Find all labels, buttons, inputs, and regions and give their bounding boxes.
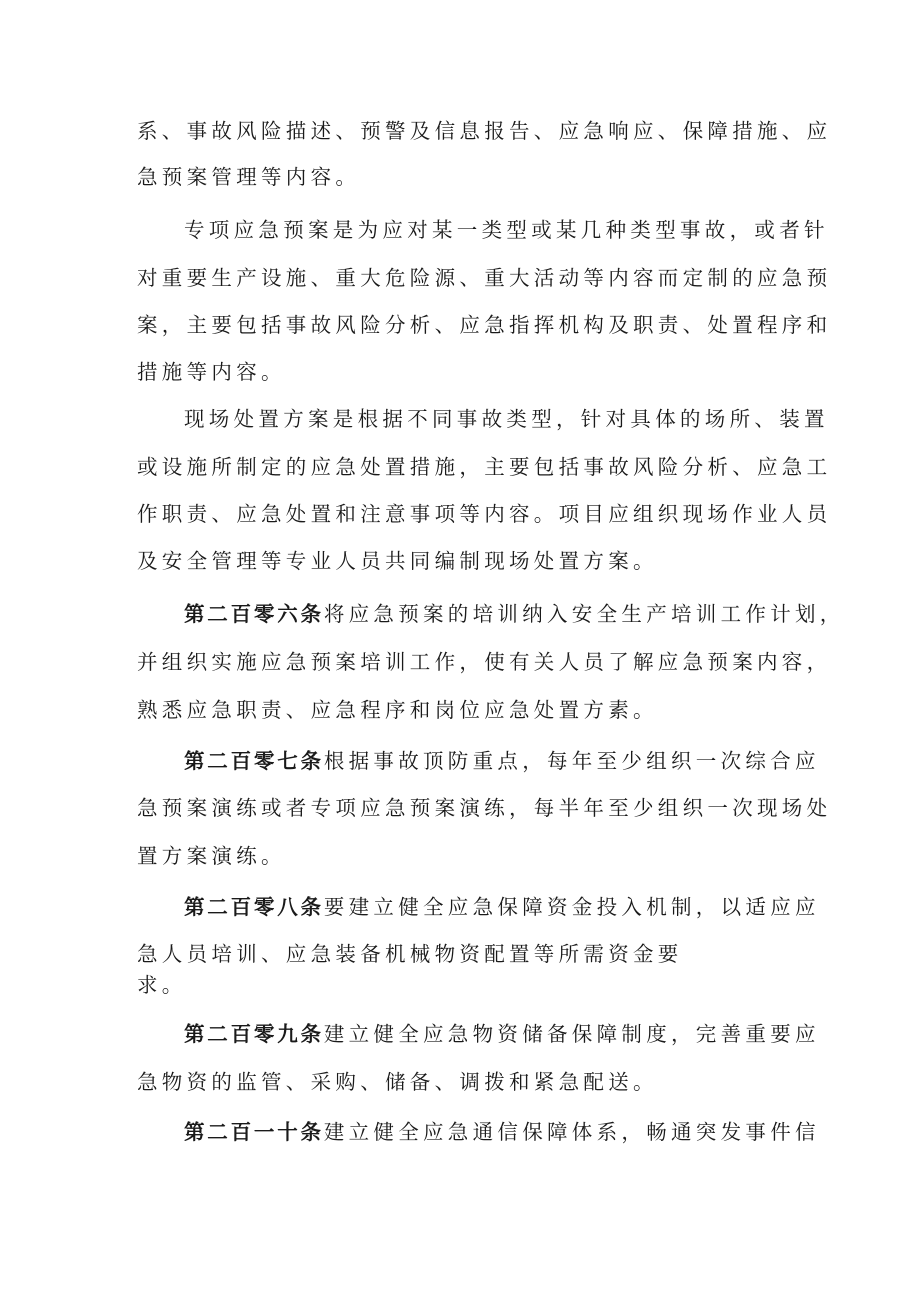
article-209-text-1: 建立健全应急物资储备保障制度，完善重要应 — [323, 1022, 820, 1046]
intro-line-1: 系、事故风险描述、预警及信息报告、应急响应、保障措施、应 — [137, 119, 832, 143]
article-209-heading: 第二百零九条 — [184, 1022, 324, 1046]
article-206-heading: 第二百零六条 — [184, 602, 324, 626]
article-209-line-1 — [184, 1020, 820, 1048]
article-206-line-1 — [184, 600, 845, 628]
article-206-line-2: 并组织实施应急预案培训工作，使有关人员了解应急预案内容， — [137, 650, 832, 674]
special-plan-line-4: 措施等内容。 — [137, 360, 286, 384]
onsite-plan-line-1: 现场处置方案是根据不同事故类型，针对具体的场所、装置 — [184, 407, 829, 431]
article-208-line-1 — [184, 893, 820, 921]
article-206-line-3: 熟悉应急职责、应急程序和岗位应急处置方素。 — [137, 698, 658, 722]
article-207-line-3: 置方案演练。 — [137, 844, 286, 868]
onsite-plan-line-4: 及安全管理等专业人员共同编制现场处置方案。 — [137, 549, 658, 573]
article-207-line-1 — [184, 747, 820, 775]
article-209-line-2: 急物资的监管、采购、储备、调拨和紧急配送。 — [137, 1070, 658, 1094]
article-208-line-3: 求。 — [137, 973, 187, 997]
onsite-plan-line-2: 或设施所制定的应急处置措施，主要包括事故风险分析、应急工 — [137, 455, 832, 479]
article-207-heading: 第二百零七条 — [184, 749, 324, 773]
article-208-heading: 第二百零八条 — [184, 895, 324, 919]
special-plan-line-1: 专项应急预案是为应对某一类型或某几种类型事故，或者针 — [184, 218, 829, 242]
article-208-text-1: 要建立健全应急保障资金投入机制，以适应应 — [323, 895, 820, 919]
onsite-plan-line-3: 作职责、应急处置和注意事项等内容。项目应组织现场作业人员 — [137, 502, 832, 526]
article-206-text-1: 将应急预案的培训纳入安全生产培训工作计划， — [323, 602, 845, 626]
article-210-line-1 — [184, 1118, 820, 1146]
article-207-text-1: 根据事故顶防重点，每年至少组织一次综合应 — [323, 749, 820, 773]
article-207-line-2: 急预案演练或者专项应急预案演练，每半年至少组织一次现场处 — [137, 796, 832, 820]
special-plan-line-3: 案，主要包括事故风险分析、应急指挥机构及职责、处置程序和 — [137, 313, 832, 337]
intro-line-2: 急预案管理等内容。 — [137, 165, 361, 189]
article-210-heading: 第二百一十条 — [184, 1120, 324, 1144]
article-210-text-1: 建立健全应急通信保障体系，畅通突发事件信 — [323, 1120, 820, 1144]
article-208-line-2: 急人员培训、应急装备机械物资配置等所需资金要 — [137, 942, 683, 966]
special-plan-line-2: 对重要生产设施、重大危险源、重大活动等内容而定制的应急预 — [137, 266, 832, 290]
